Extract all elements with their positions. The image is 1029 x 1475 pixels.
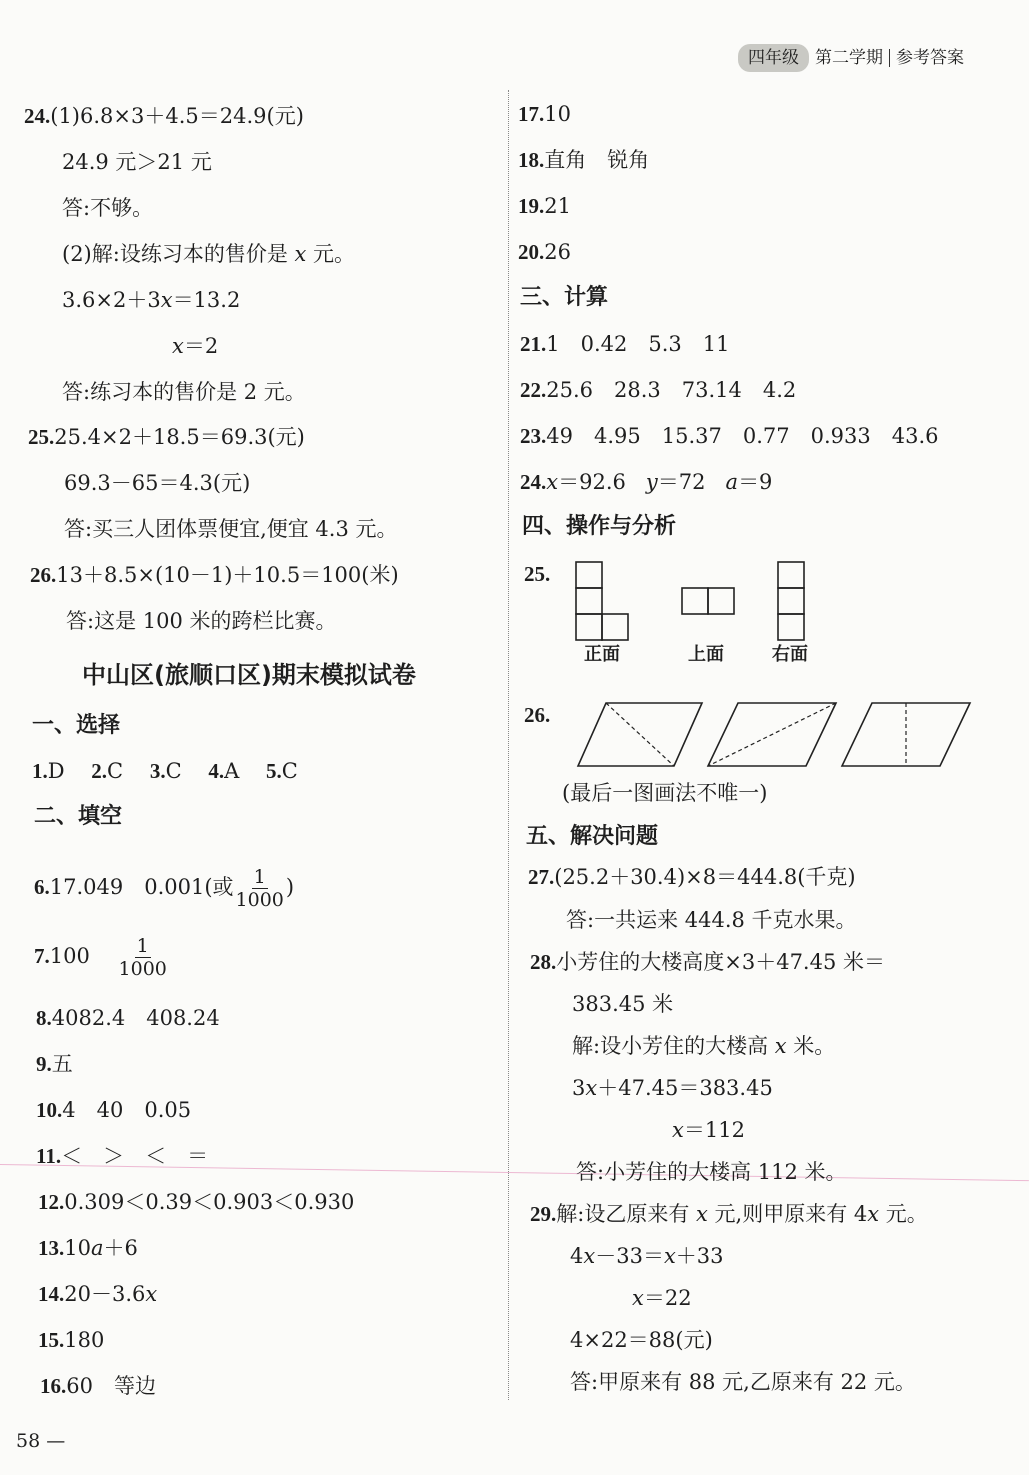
variable: y (645, 470, 658, 494)
question-number: 9. (36, 1052, 52, 1076)
answer-text: C (165, 759, 182, 783)
right-view-square (778, 614, 804, 640)
answer-line (530, 1199, 928, 1229)
answer-text: ＝112 (683, 1118, 745, 1142)
answer-text: 小芳住的大楼高度×3＋47.45 米＝ (556, 950, 885, 974)
question-number: 19. (518, 194, 545, 218)
three-views-figure (570, 560, 840, 644)
question-number: 22. (520, 378, 547, 402)
question-number: 26. (524, 703, 551, 727)
variable: x (294, 242, 307, 266)
answer-text: ) (285, 875, 295, 899)
variable: x (696, 1202, 708, 1226)
answer-line (520, 421, 938, 451)
answer-line (34, 933, 169, 980)
answer-line (572, 1031, 835, 1061)
answer-text: 20－3.6 (64, 1282, 146, 1306)
question-number: 7. (34, 944, 50, 968)
answer-text: 直角 锐角 (544, 148, 650, 172)
question-number: 26. (30, 563, 57, 587)
question-number: 11. (36, 1144, 62, 1168)
question-number: 5. (265, 759, 282, 783)
question-number: 25. (28, 425, 55, 449)
answer-line (520, 467, 772, 497)
page-header (738, 44, 964, 72)
question-number: 21. (520, 332, 547, 356)
answer-text: 元。 (306, 242, 356, 266)
answer-line (40, 1371, 156, 1401)
front-view-label: 正面 (584, 644, 620, 665)
front-view-square (576, 562, 602, 588)
answer-text: 答:练习本的售价是 2 元。 (62, 380, 306, 404)
answer-text: 25.4×2＋18.5＝69.3(元) (54, 425, 305, 449)
answer-text: 180 (64, 1328, 105, 1352)
answer-text: ＝22 (643, 1286, 692, 1310)
question-number: 12. (38, 1190, 65, 1214)
answer-text: 答:小芳住的大楼高 112 米。 (576, 1160, 847, 1184)
section-heading: 四、操作与分析 (522, 514, 677, 539)
section-heading: 三、计算 (520, 285, 609, 310)
answer-line (62, 193, 153, 223)
semester-label: 第二学期 (815, 48, 883, 68)
variable: x (867, 1202, 880, 1226)
answer-line (62, 285, 240, 315)
variable: a (90, 1236, 104, 1260)
question-number: 2. (91, 759, 108, 783)
question-number: 29. (530, 1202, 557, 1226)
question-number: 20. (518, 240, 545, 264)
answer-text: －33＝ (595, 1244, 664, 1268)
answer-text: 3.6×2＋3 (62, 288, 161, 312)
answer-line (38, 1325, 104, 1355)
question-number: 18. (518, 148, 545, 172)
front-view-square (576, 614, 602, 640)
answer-line (28, 422, 305, 452)
variable: x (672, 1118, 684, 1142)
section-heading: 五、解决问题 (526, 824, 659, 849)
question-number: 28. (530, 950, 557, 974)
answer-line (566, 905, 857, 935)
answer-text: 25.6 28.3 73.14 4.2 (546, 378, 797, 402)
fraction: $\frac{1}{1000}$ (235, 866, 284, 911)
answer-line (672, 1115, 745, 1145)
answer-text: 10 (64, 1236, 91, 1260)
question-number: 15. (38, 1328, 65, 1352)
parallelograms-figure (572, 700, 976, 770)
answer-line (38, 1187, 354, 1217)
answer-text: 383.45 米 (572, 992, 674, 1016)
answer-text: ＝2 (183, 334, 219, 358)
answer-text: (2)解:设练习本的售价是 (62, 242, 295, 266)
answer-line (520, 375, 796, 405)
question-number: 14. (38, 1282, 65, 1306)
header-separator (889, 49, 890, 67)
variable: x (583, 1244, 596, 1268)
answer-text: (25.2＋30.4)×8＝444.8(千克) (554, 865, 856, 889)
column-divider (508, 90, 509, 1400)
question-number: 13. (38, 1236, 65, 1260)
answer-line (24, 101, 304, 131)
answer-text: 3 (572, 1076, 586, 1100)
answer-line (36, 1049, 73, 1079)
answer-text: 4 (570, 1244, 584, 1268)
fraction: $\frac{1}{1000}$ (118, 935, 167, 980)
top-view-label: 上面 (688, 644, 724, 665)
question-number: 23. (520, 424, 547, 448)
answer-text: 26 (544, 240, 571, 264)
parallelogram-1 (578, 703, 702, 766)
answer-line (528, 862, 856, 892)
question-number: 10. (36, 1098, 63, 1122)
dashed-diagonal (708, 703, 836, 766)
answer-line (64, 514, 398, 544)
answer-line (64, 468, 250, 498)
answer-line (62, 377, 306, 407)
answer-text: 1 0.42 5.3 11 (546, 332, 730, 356)
right-view-square (778, 562, 804, 588)
section-heading: 二、填空 (34, 804, 123, 829)
question-number: 3. (149, 759, 166, 783)
answer-line (576, 1157, 847, 1187)
answer-text: 24.9 元＞21 元 (62, 150, 212, 174)
question-number: 8. (36, 1006, 52, 1030)
answer-text: 答:买三人团体票便宜,便宜 4.3 元。 (64, 517, 398, 541)
answer-text: (1)6.8×3＋4.5＝24.9(元) (50, 104, 304, 128)
answer-text: 60 等边 (66, 1374, 156, 1398)
top-view-square (682, 588, 708, 614)
answer-text: ＝92.6 (558, 470, 626, 494)
question-number: 1. (32, 759, 48, 783)
answer-line (572, 989, 673, 1019)
question-number: 24. (520, 470, 547, 494)
exam-title: 中山区(旅顺口区)期末模拟试卷 (82, 661, 416, 689)
answer-text: 17.049 0.001(或 (49, 875, 234, 899)
answer-text: 21 (544, 194, 571, 218)
answer-text: 答:不够。 (62, 196, 154, 220)
answer-line (520, 329, 730, 359)
front-view-square (576, 588, 602, 614)
answer-text: ＝9 (738, 470, 773, 494)
answer-text: A (224, 759, 240, 783)
answer-text: 4 40 0.05 (62, 1098, 192, 1122)
answer-line (632, 1283, 692, 1313)
answer-text: 答:一共运来 444.8 千克水果。 (566, 908, 857, 932)
variable: x (172, 334, 184, 358)
answer-text: ＋33 (675, 1244, 724, 1268)
top-view-square (708, 588, 734, 614)
section-heading: 一、选择 (32, 713, 121, 738)
answer-text: 10 (544, 102, 571, 126)
front-view-square (602, 614, 628, 640)
question-number: 24. (24, 104, 51, 128)
question-number: 25. (524, 562, 551, 586)
answer-text: 五 (51, 1052, 73, 1076)
question-number: 4. (208, 759, 225, 783)
dashed-diagonal (606, 703, 674, 766)
answer-note: (最后一图画法不唯一) (562, 781, 768, 805)
answer-line (38, 1233, 138, 1263)
answer-text: ＋6 (103, 1236, 138, 1260)
answer-text: 4×22＝88(元) (570, 1328, 713, 1352)
variable: x (160, 288, 173, 312)
answer-line (38, 1279, 157, 1309)
answer-text: 0.309＜0.39＜0.903＜0.930 (64, 1190, 355, 1214)
question-number: 6. (34, 875, 50, 899)
answer-line (518, 237, 571, 267)
answer-text: 元。 (879, 1202, 928, 1226)
variable: x (585, 1076, 598, 1100)
answer-text: 米。 (786, 1034, 836, 1058)
answer-text: 元,则甲原来有 4 (707, 1202, 868, 1226)
variable: x (145, 1282, 158, 1306)
answer-line (570, 1325, 713, 1355)
answer-line (172, 331, 218, 361)
answer-line (570, 1367, 916, 1397)
answer-line (518, 191, 571, 221)
variable: x (774, 1034, 787, 1058)
answer-text: 69.3－65＝4.3(元) (64, 471, 251, 495)
answer-line (62, 239, 355, 269)
variable: a (725, 470, 739, 494)
answer-line (570, 1241, 724, 1271)
answer-text: 100 (49, 944, 90, 968)
answer-text: 4082.4 408.24 (51, 1006, 220, 1030)
answer-line (66, 606, 337, 636)
question-number: 16. (40, 1374, 67, 1398)
answer-text: ＝13.2 (172, 288, 241, 312)
answer-text: D (47, 759, 65, 783)
answer-text: C (107, 759, 124, 783)
question-number: 17. (518, 102, 545, 126)
answer-text: 13＋8.5×(10－1)＋10.5＝100(米) (56, 563, 399, 587)
answer-line (572, 1073, 773, 1103)
answer-line (30, 560, 399, 590)
answer-text: ＜ ＞ ＜ ＝ (61, 1144, 209, 1168)
answer-text: 答:甲原来有 88 元,乙原来有 22 元。 (570, 1370, 916, 1394)
answer-text: 答:这是 100 米的跨栏比赛。 (66, 609, 337, 633)
answer-line (36, 1003, 220, 1033)
right-view-square (778, 588, 804, 614)
right-view-label: 右面 (772, 644, 808, 665)
answer-line (34, 864, 294, 911)
choice-answers (32, 756, 298, 786)
answer-line (518, 99, 571, 129)
answer-text: ＋47.45＝383.45 (597, 1076, 773, 1100)
answer-text: 解:设乙原来有 (556, 1202, 696, 1226)
answer-line (36, 1095, 191, 1125)
answer-text: 解:设小芳住的大楼高 (572, 1034, 775, 1058)
answer-line (530, 947, 885, 977)
answer-line (62, 147, 212, 177)
answer-text: C (281, 759, 298, 783)
variable: x (546, 470, 559, 494)
answer-text: ＝72 (657, 470, 706, 494)
question-number: 27. (528, 865, 555, 889)
section-label: 参考答案 (896, 48, 964, 68)
page-number: 58 — (16, 1430, 66, 1452)
answer-text: 49 4.95 15.37 0.77 0.933 43.6 (546, 424, 939, 448)
answer-line (518, 145, 649, 175)
grade-badge: 四年级 (738, 44, 809, 72)
variable: x (632, 1286, 644, 1310)
variable: x (663, 1244, 676, 1268)
answer-line (36, 1141, 208, 1171)
